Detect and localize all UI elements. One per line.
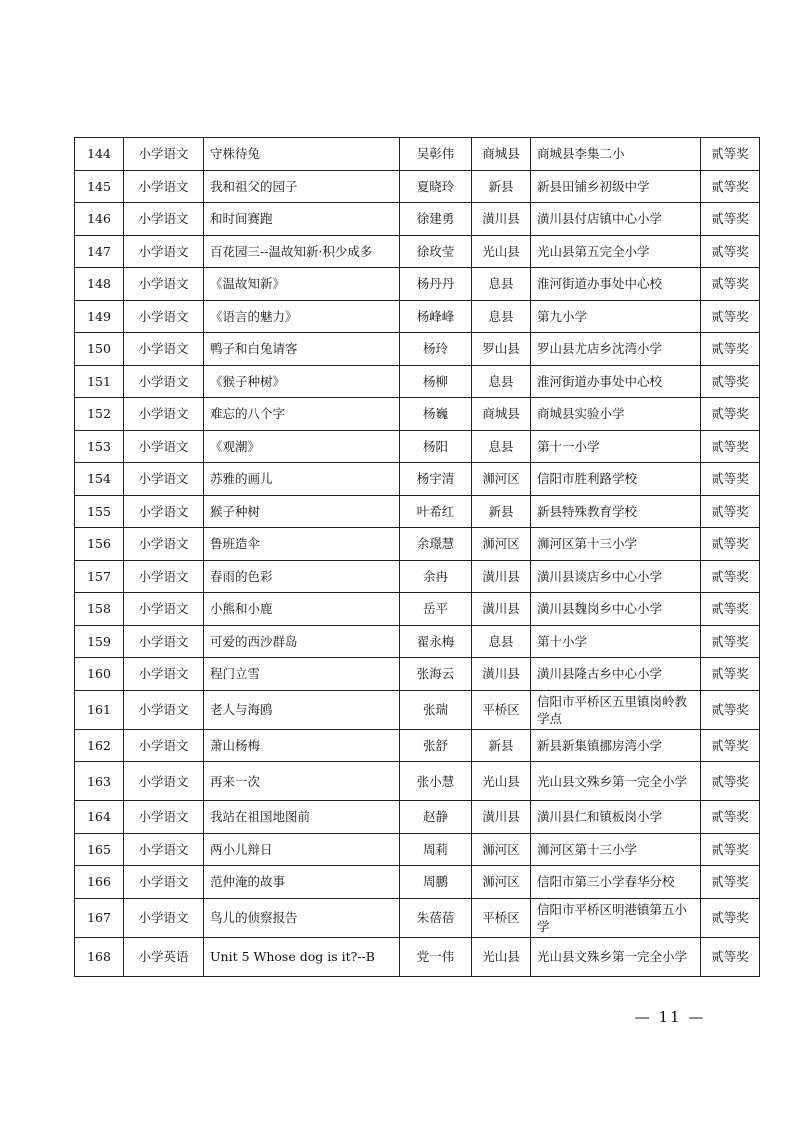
table-row [75, 430, 760, 463]
row-award: 贰等奖 [701, 658, 760, 691]
row-teacher-name: 徐建勇 [400, 203, 472, 236]
row-award: 贰等奖 [701, 235, 760, 268]
row-subject: 小学英语 [124, 937, 204, 976]
row-lesson-title: Unit 5 Whose dog is it?--B [204, 937, 400, 976]
row-lesson-title: 可爱的西沙群岛 [204, 625, 400, 658]
row-school: 潢川县仁和镇板岗小学 [531, 801, 701, 834]
row-award: 贰等奖 [701, 268, 760, 301]
row-lesson-title: 老人与海鸥 [204, 690, 400, 729]
row-award: 贰等奖 [701, 170, 760, 203]
row-county: 浉河区 [472, 866, 531, 899]
row-lesson-title: 鸭子和白兔请客 [204, 333, 400, 366]
row-teacher-name: 余冉 [400, 560, 472, 593]
row-number: 155 [75, 495, 124, 528]
row-award: 贰等奖 [701, 898, 760, 937]
row-county: 潢川县 [472, 593, 531, 626]
table-row [75, 463, 760, 496]
row-county: 潢川县 [472, 203, 531, 236]
row-number: 146 [75, 203, 124, 236]
row-school: 新县田铺乡初级中学 [531, 170, 701, 203]
row-subject: 小学语文 [124, 801, 204, 834]
row-subject: 小学语文 [124, 690, 204, 729]
table-row [75, 300, 760, 333]
row-county: 平桥区 [472, 690, 531, 729]
row-teacher-name: 吴彰伟 [400, 138, 472, 171]
row-number: 158 [75, 593, 124, 626]
row-award: 贰等奖 [701, 203, 760, 236]
awards-table-body [75, 138, 760, 977]
row-county: 息县 [472, 430, 531, 463]
row-number: 153 [75, 430, 124, 463]
row-award: 贰等奖 [701, 430, 760, 463]
row-school: 新县新集镇挪房湾小学 [531, 729, 701, 762]
row-county: 光山县 [472, 235, 531, 268]
row-teacher-name: 杨宇清 [400, 463, 472, 496]
row-school: 信阳市第三小学春华分校 [531, 866, 701, 899]
row-number: 154 [75, 463, 124, 496]
table-row [75, 528, 760, 561]
row-county: 商城县 [472, 138, 531, 171]
row-lesson-title: 《观潮》 [204, 430, 400, 463]
row-subject: 小学语文 [124, 333, 204, 366]
row-school: 信阳市平桥区明港镇第五小学 [531, 898, 701, 937]
row-number: 165 [75, 833, 124, 866]
row-school: 新县特殊教育学校 [531, 495, 701, 528]
row-teacher-name: 岳平 [400, 593, 472, 626]
awards-table [74, 137, 760, 977]
row-award: 贰等奖 [701, 729, 760, 762]
row-number: 145 [75, 170, 124, 203]
row-award: 贰等奖 [701, 300, 760, 333]
row-school: 潢川县付店镇中心小学 [531, 203, 701, 236]
row-teacher-name: 翟永梅 [400, 625, 472, 658]
row-subject: 小学语文 [124, 268, 204, 301]
row-teacher-name: 叶希红 [400, 495, 472, 528]
table-row [75, 937, 760, 976]
row-lesson-title: 和时间赛跑 [204, 203, 400, 236]
row-school: 商城县李集二小 [531, 138, 701, 171]
page-number: — 11 — [634, 1008, 706, 1026]
row-subject: 小学语文 [124, 658, 204, 691]
row-school: 商城县实验小学 [531, 398, 701, 431]
row-subject: 小学语文 [124, 593, 204, 626]
row-county: 息县 [472, 300, 531, 333]
table-row [75, 898, 760, 937]
row-school: 信阳市平桥区五里镇岗岭教学点 [531, 690, 701, 729]
row-award: 贰等奖 [701, 365, 760, 398]
table-row [75, 833, 760, 866]
row-award: 贰等奖 [701, 801, 760, 834]
row-county: 新县 [472, 170, 531, 203]
table-row [75, 593, 760, 626]
row-number: 159 [75, 625, 124, 658]
row-county: 潢川县 [472, 560, 531, 593]
table-row [75, 398, 760, 431]
row-number: 148 [75, 268, 124, 301]
table-row [75, 866, 760, 899]
row-subject: 小学语文 [124, 235, 204, 268]
row-number: 160 [75, 658, 124, 691]
row-teacher-name: 杨丹丹 [400, 268, 472, 301]
row-school: 潢川县谈店乡中心小学 [531, 560, 701, 593]
row-subject: 小学语文 [124, 463, 204, 496]
row-county: 新县 [472, 495, 531, 528]
row-subject: 小学语文 [124, 833, 204, 866]
row-lesson-title: 我站在祖国地图前 [204, 801, 400, 834]
row-number: 167 [75, 898, 124, 937]
row-teacher-name: 张海云 [400, 658, 472, 691]
row-teacher-name: 周莉 [400, 833, 472, 866]
row-school: 浉河区第十三小学 [531, 528, 701, 561]
row-county: 息县 [472, 625, 531, 658]
row-school: 光山县文殊乡第一完全小学 [531, 937, 701, 976]
row-lesson-title: 守株待兔 [204, 138, 400, 171]
row-teacher-name: 党一伟 [400, 937, 472, 976]
row-number: 161 [75, 690, 124, 729]
row-school: 淮河街道办事处中心校 [531, 268, 701, 301]
table-row [75, 203, 760, 236]
row-lesson-title: 《猴子种树》 [204, 365, 400, 398]
row-subject: 小学语文 [124, 138, 204, 171]
row-county: 光山县 [472, 937, 531, 976]
row-lesson-title: 春雨的色彩 [204, 560, 400, 593]
row-teacher-name: 赵静 [400, 801, 472, 834]
row-teacher-name: 张瑞 [400, 690, 472, 729]
row-school: 潢川县隆古乡中心小学 [531, 658, 701, 691]
row-number: 163 [75, 762, 124, 801]
table-row [75, 801, 760, 834]
row-lesson-title: 百花园三--温故知新·积少成多 [204, 235, 400, 268]
row-subject: 小学语文 [124, 203, 204, 236]
row-school: 浉河区第十三小学 [531, 833, 701, 866]
row-teacher-name: 杨柳 [400, 365, 472, 398]
table-row [75, 658, 760, 691]
row-school: 第九小学 [531, 300, 701, 333]
row-teacher-name: 夏晓玲 [400, 170, 472, 203]
row-county: 浉河区 [472, 463, 531, 496]
row-lesson-title: 我和祖父的园子 [204, 170, 400, 203]
row-school: 罗山县尤店乡沈湾小学 [531, 333, 701, 366]
row-county: 息县 [472, 365, 531, 398]
table-row [75, 138, 760, 171]
row-teacher-name: 杨玲 [400, 333, 472, 366]
row-school: 光山县第五完全小学 [531, 235, 701, 268]
row-teacher-name: 杨巍 [400, 398, 472, 431]
row-lesson-title: 再来一次 [204, 762, 400, 801]
table-row [75, 333, 760, 366]
row-award: 贰等奖 [701, 690, 760, 729]
row-lesson-title: 两小儿辩日 [204, 833, 400, 866]
row-school: 潢川县魏岗乡中心小学 [531, 593, 701, 626]
row-subject: 小学语文 [124, 898, 204, 937]
row-subject: 小学语文 [124, 170, 204, 203]
row-school: 信阳市胜利路学校 [531, 463, 701, 496]
row-lesson-title: 《温故知新》 [204, 268, 400, 301]
row-number: 144 [75, 138, 124, 171]
row-county: 商城县 [472, 398, 531, 431]
row-teacher-name: 杨峰峰 [400, 300, 472, 333]
row-award: 贰等奖 [701, 560, 760, 593]
row-subject: 小学语文 [124, 560, 204, 593]
row-teacher-name: 张舒 [400, 729, 472, 762]
row-number: 168 [75, 937, 124, 976]
row-award: 贰等奖 [701, 937, 760, 976]
table-row [75, 235, 760, 268]
row-lesson-title: 《语言的魅力》 [204, 300, 400, 333]
row-lesson-title: 鲁班造伞 [204, 528, 400, 561]
row-teacher-name: 周鹏 [400, 866, 472, 899]
row-school: 淮河街道办事处中心校 [531, 365, 701, 398]
row-award: 贰等奖 [701, 463, 760, 496]
row-lesson-title: 萧山杨梅 [204, 729, 400, 762]
table-row [75, 560, 760, 593]
row-teacher-name: 杨阳 [400, 430, 472, 463]
row-number: 157 [75, 560, 124, 593]
row-award: 贰等奖 [701, 333, 760, 366]
row-lesson-title: 鸟儿的侦察报告 [204, 898, 400, 937]
row-school: 光山县文殊乡第一完全小学 [531, 762, 701, 801]
row-number: 162 [75, 729, 124, 762]
table-row [75, 495, 760, 528]
table-row [75, 762, 760, 801]
row-award: 贰等奖 [701, 833, 760, 866]
row-county: 浉河区 [472, 528, 531, 561]
row-county: 光山县 [472, 762, 531, 801]
row-lesson-title: 苏雅的画儿 [204, 463, 400, 496]
row-county: 平桥区 [472, 898, 531, 937]
row-lesson-title: 程门立雪 [204, 658, 400, 691]
table-row [75, 625, 760, 658]
row-county: 新县 [472, 729, 531, 762]
row-county: 息县 [472, 268, 531, 301]
row-teacher-name: 朱蓓蓓 [400, 898, 472, 937]
row-subject: 小学语文 [124, 398, 204, 431]
row-teacher-name: 余璟慧 [400, 528, 472, 561]
row-lesson-title: 猴子种树 [204, 495, 400, 528]
row-number: 164 [75, 801, 124, 834]
table-row [75, 170, 760, 203]
row-number: 149 [75, 300, 124, 333]
row-teacher-name: 张小慧 [400, 762, 472, 801]
row-award: 贰等奖 [701, 528, 760, 561]
table-row [75, 365, 760, 398]
row-teacher-name: 徐玫莹 [400, 235, 472, 268]
row-award: 贰等奖 [701, 398, 760, 431]
row-subject: 小学语文 [124, 528, 204, 561]
row-county: 潢川县 [472, 658, 531, 691]
row-subject: 小学语文 [124, 762, 204, 801]
row-award: 贰等奖 [701, 593, 760, 626]
row-county: 潢川县 [472, 801, 531, 834]
row-county: 罗山县 [472, 333, 531, 366]
row-subject: 小学语文 [124, 729, 204, 762]
row-number: 152 [75, 398, 124, 431]
row-award: 贰等奖 [701, 495, 760, 528]
row-subject: 小学语文 [124, 495, 204, 528]
row-school: 第十小学 [531, 625, 701, 658]
row-lesson-title: 小熊和小鹿 [204, 593, 400, 626]
row-subject: 小学语文 [124, 430, 204, 463]
row-subject: 小学语文 [124, 866, 204, 899]
row-number: 156 [75, 528, 124, 561]
table-row [75, 690, 760, 729]
row-number: 150 [75, 333, 124, 366]
row-award: 贰等奖 [701, 138, 760, 171]
row-subject: 小学语文 [124, 300, 204, 333]
row-number: 166 [75, 866, 124, 899]
row-award: 贰等奖 [701, 762, 760, 801]
row-lesson-title: 难忘的八个字 [204, 398, 400, 431]
row-subject: 小学语文 [124, 365, 204, 398]
row-school: 第十一小学 [531, 430, 701, 463]
row-award: 贰等奖 [701, 625, 760, 658]
row-number: 147 [75, 235, 124, 268]
table-row [75, 268, 760, 301]
row-award: 贰等奖 [701, 866, 760, 899]
row-subject: 小学语文 [124, 625, 204, 658]
row-number: 151 [75, 365, 124, 398]
row-county: 浉河区 [472, 833, 531, 866]
table-row [75, 729, 760, 762]
row-lesson-title: 范仲淹的故事 [204, 866, 400, 899]
